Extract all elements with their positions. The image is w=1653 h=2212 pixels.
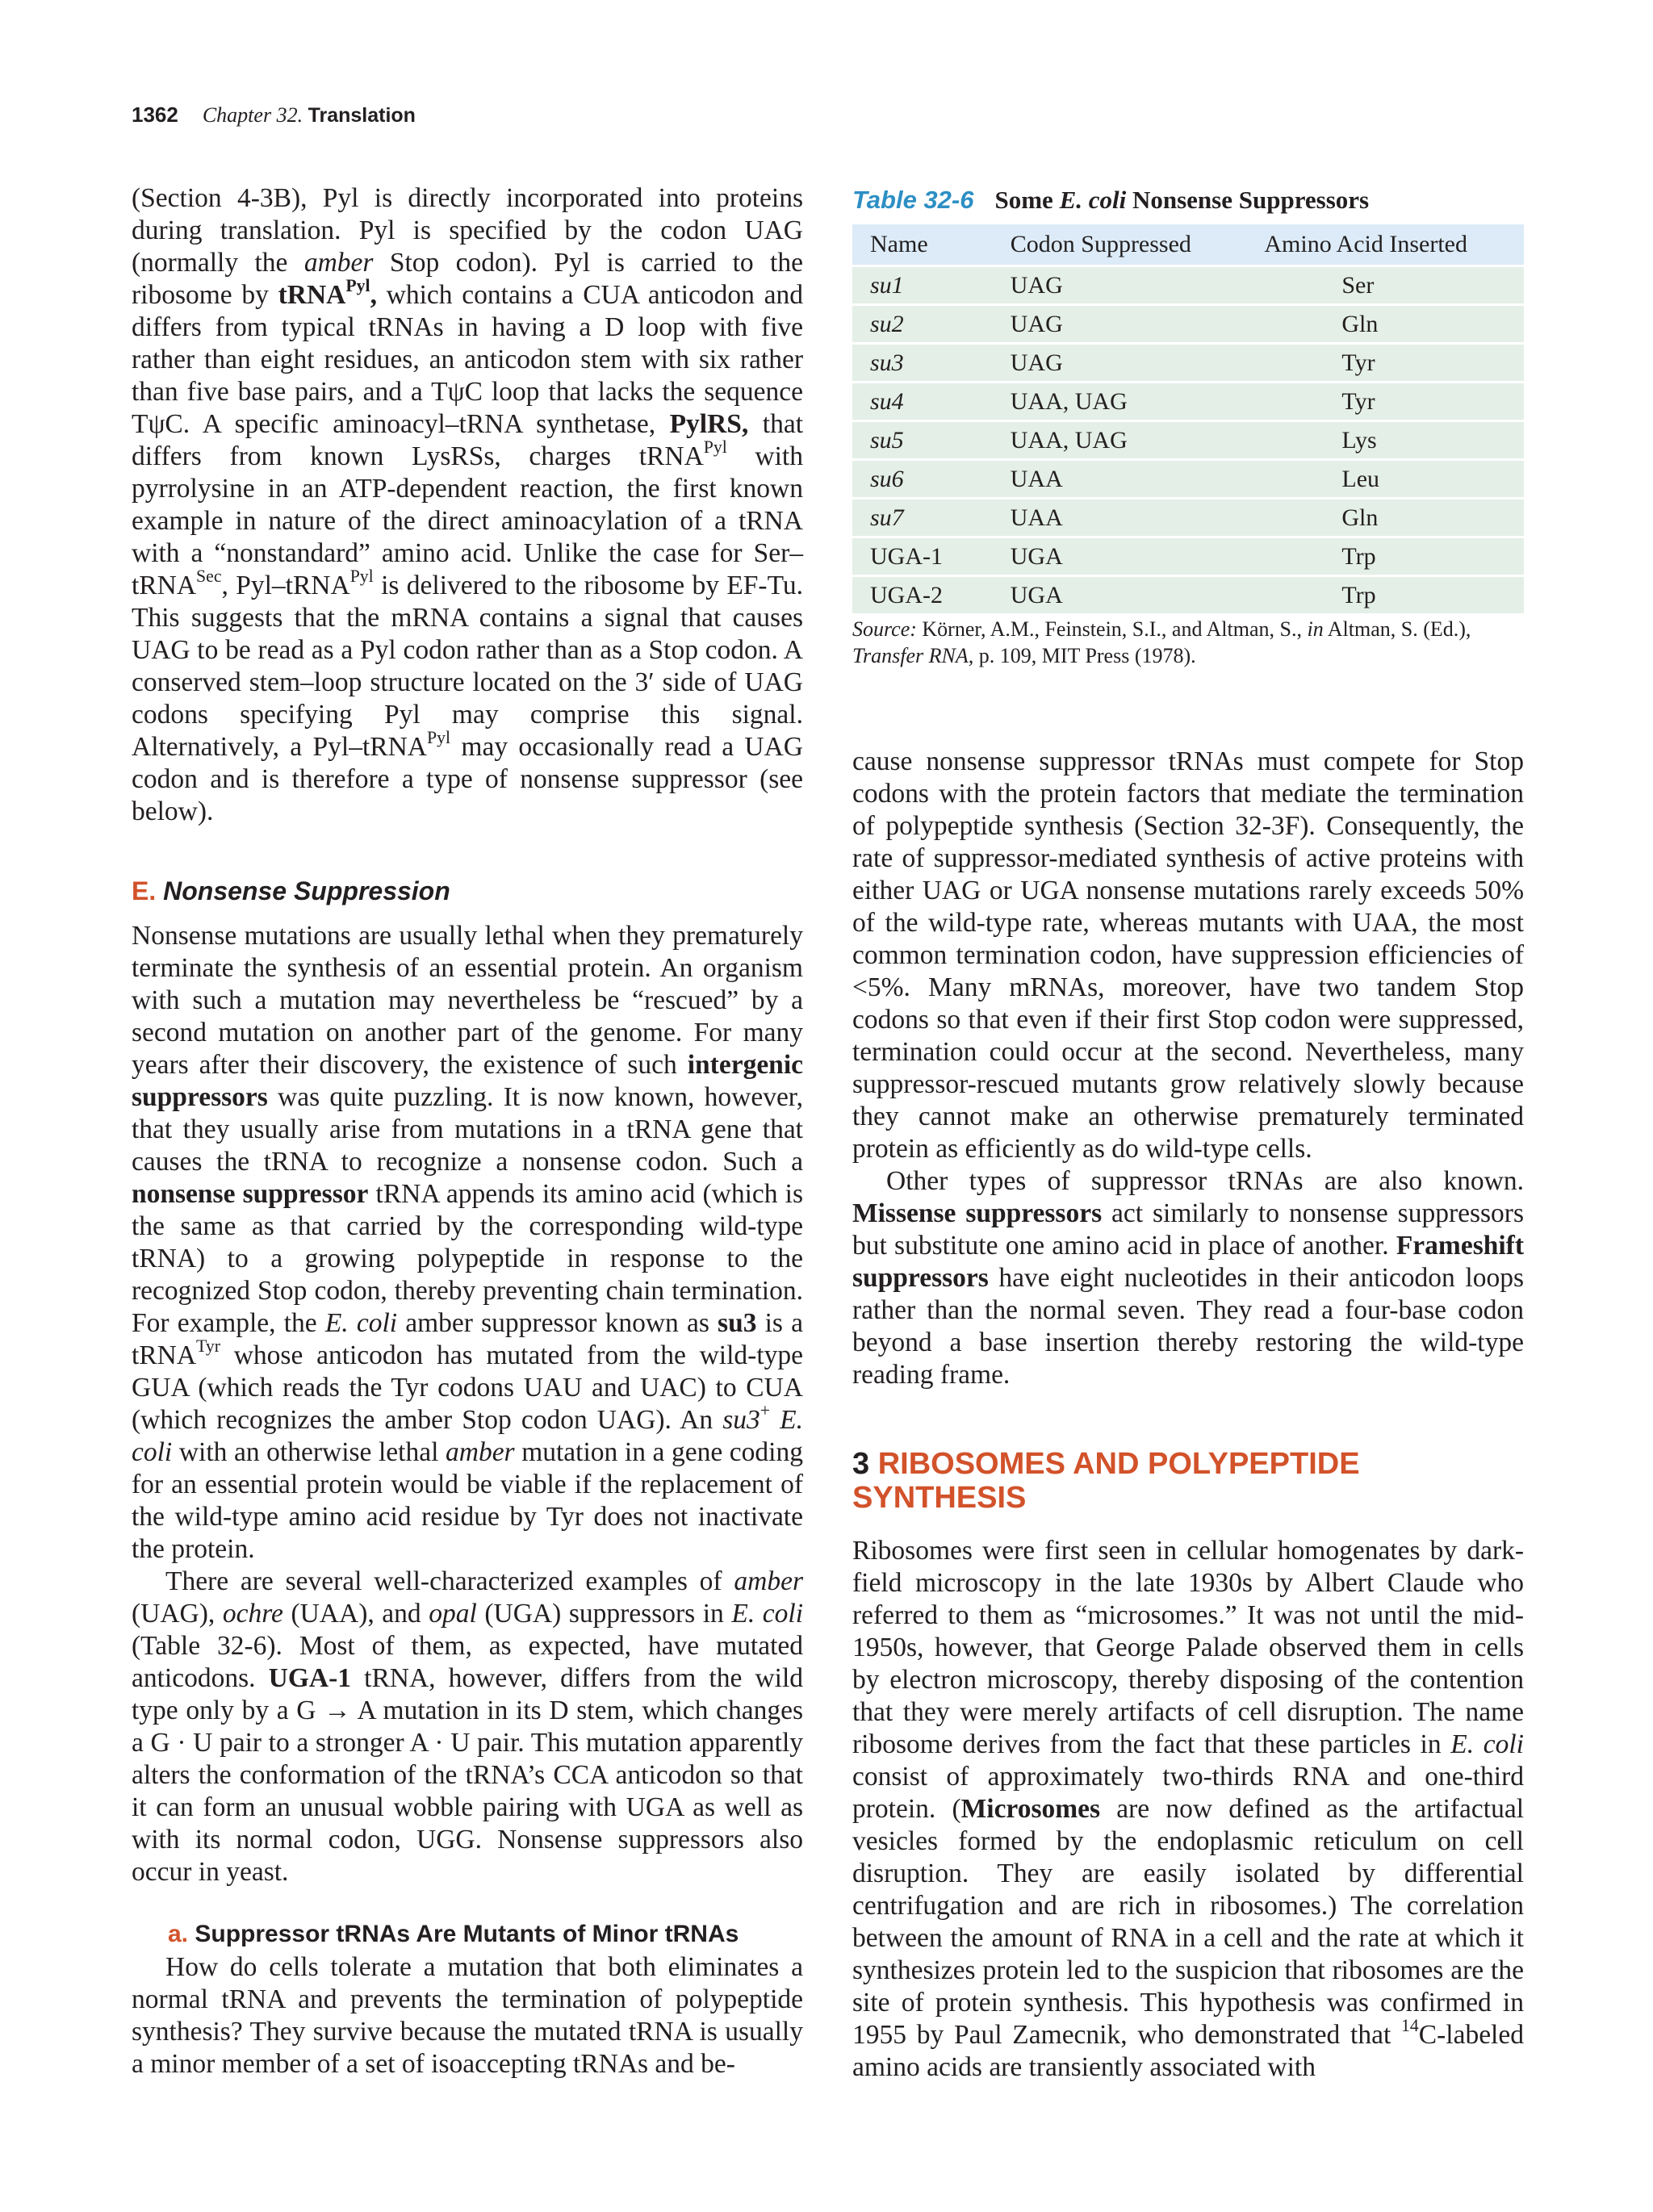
cell-amino-acid: Trp bbox=[1246, 537, 1524, 576]
column-header-codon: Codon Suppressed bbox=[978, 224, 1247, 266]
table-header-row bbox=[852, 224, 1524, 266]
running-header bbox=[132, 101, 416, 129]
section-heading-nonsense-suppression: E. Nonsense Suppression bbox=[132, 876, 450, 905]
cell-amino-acid: Lys bbox=[1246, 421, 1524, 460]
table-row bbox=[852, 344, 1524, 383]
cell-name: su6 bbox=[852, 460, 978, 499]
suppressor-table bbox=[852, 224, 1524, 613]
cell-amino-acid: Ser bbox=[1246, 266, 1524, 305]
cell-codon: UAG bbox=[978, 305, 1247, 344]
table-row bbox=[852, 499, 1524, 537]
table-row bbox=[852, 305, 1524, 344]
table-row bbox=[852, 460, 1524, 499]
column-header-amino-acid: Amino Acid Inserted bbox=[1246, 224, 1524, 266]
table-row bbox=[852, 383, 1524, 421]
cell-codon: UAA bbox=[978, 460, 1247, 499]
table-caption: Table 32-6 Some E. coli Nonsense Suppressors bbox=[852, 186, 1370, 214]
chapter-title: Translation bbox=[308, 104, 416, 127]
cell-codon: UAA, UAG bbox=[978, 421, 1247, 460]
left-paragraph-examples: There are several well-characterized examples of amber (UAG), ochre (UAA), and opal (UGA) suppressors in E. coli (Table 32-6). Most of them, as expected, have mutated anticodons. UGA-1 tRNA, however, differs from the wild type only by a G → A mutation in its D stem, which changes a G · U pair to a stronger A · U pair. This mutation apparently alters the conformation of the tRNA’s CCA anticodon so that it can form an unusual wobble pairing with UGA as well as with its normal codon, UGG. Nonsense suppressors also occur in yeast. bbox=[132, 1566, 804, 1887]
cell-name: UGA-2 bbox=[852, 576, 978, 614]
cell-name: UGA-1 bbox=[852, 537, 978, 576]
cell-name: su4 bbox=[852, 383, 978, 421]
cell-name: su7 bbox=[852, 499, 978, 537]
left-paragraph-nonsense: Nonsense mutations are usually lethal when they prematurely terminate the synthesis of an essential protein. An organism with such a mutation may nevertheless be “rescued” by a second mutation on another part of the genome. For many years after their discovery, the existence of such intergenic suppressors was quite puzzling. It is now known, however, that they usually arise from mutations in a tRNA gene that causes the tRNA to recognize a nonsense codon. Such a nonsense suppressor tRNA appends its amino acid (which is the same as that carried by the corresponding wild-type tRNA) to a growing polypeptide in response to the recognized Stop codon, thereby preventing chain termination. For example, the E. coli amber suppressor known as su3 is a tRNA$^{Tyr}$ whose anticodon has mutated from the wild-type GUA (which reads the Tyr codons UAU and UAC) to CUA (which recognizes the amber Stop codon UAG). An su3+ E. coli with an otherwise lethal amber mutation in a gene coding for an essential protein would be viable if the replacement of the wild-type amino acid residue by Tyr does not inactivate the protein. bbox=[132, 921, 804, 1564]
left-paragraph-tolerate: How do cells tolerate a mutation that both eliminates a normal tRNA and prevents the termination of polypeptide synthesis? They survive because the mutated tRNA is usually a minor member of a set of isoaccepting tRNAs and be- bbox=[132, 1952, 803, 2079]
cell-amino-acid: Tyr bbox=[1246, 344, 1524, 383]
right-paragraph-ribosomes: Ribosomes were first seen in cellular homogenates by dark-field microscopy in the late 1930s by Albert Claude who referred to them as “microsomes.” It was not until the mid-1950s, however, that George Palade observed them in cells by electron microscopy, thereby disposing of the contention that they were merely artifacts of cell disruption. The name ribosome derives from the fact that these particles in E. coli consist of approximately two-thirds RNA and one-third protein. (Microsomes are now defined as the artifactual vesicles formed by the endoplasmic reticulum on cell disruption. They are easily isolated by differential centrifugation and are rich in ribosomes.) The correlation between the amount of RNA in a cell and the rate at which it synthesizes protein led to the suspicion that ribosomes are the site of protein synthesis. This hypothesis was confirmed in 1955 by Paul Zamecnik, who demonstrated that $^{14}$C-labeled amino acids are transiently associated with bbox=[852, 1536, 1524, 2082]
cell-codon: UAA, UAG bbox=[978, 383, 1247, 421]
cell-codon: UGA bbox=[978, 576, 1247, 614]
cell-amino-acid: Gln bbox=[1246, 305, 1524, 344]
table-source-note: Source: Körner, A.M., Feinstein, S.I., and Altman, S., in Altman, S. (Ed.), Transfer RNA, p. 109, MIT Press (1978). bbox=[852, 617, 1471, 667]
cell-amino-acid: Gln bbox=[1246, 499, 1524, 537]
cell-codon: UAA bbox=[978, 499, 1247, 537]
column-header-name: Name bbox=[852, 224, 978, 266]
left-paragraph-pyl: (Section 4-3B), Pyl is directly incorporated into proteins during translation. Pyl is specified by the codon UAG (normally the amber Stop codon). Pyl is carried to the ribosome by tRNA$^{Pyl}$, which contains a CUA anticodon and differs from typical tRNAs in having a D loop with five rather than eight residues, an anticodon stem with six rather than five base pairs, and a TψC loop that lacks the sequence TψC. A specific aminoacyl–tRNA synthetase, PylRS, that differs from known LysRSs, charges tRNA$^{Pyl}$ with pyrrolysine in an ATP-dependent reaction, the first known example in nature of the direct aminoacylation of a tRNA with a “nonstandard” amino acid. Unlike the case for Ser–tRNA$^{Sec}$, Pyl–tRNA$^{Pyl}$ is delivered to the ribosome by EF-Tu. This suggests that the mRNA contains a signal that causes UAG to be read as a Pyl codon rather than as a Stop codon. A conserved stem–loop structure located on the 3′ side of UAG codons specifying Pyl may comprise this signal. Alternatively, a Pyl–tRNA$^{Pyl}$ may occasionally read a UAG codon and is therefore a type of nonsense suppressor (see below). bbox=[132, 183, 804, 826]
cell-name: su2 bbox=[852, 305, 978, 344]
subsection-heading-minor-trnas: a. Suppressor tRNAs Are Mutants of Minor tRNAs bbox=[168, 1921, 739, 1947]
right-paragraph-competition: cause nonsense suppressor tRNAs must compete for Stop codons with the protein factors that mediate the termination of polypeptide synthesis (Section 32-3F). Consequently, the rate of suppressor-mediated synthesis of active proteins with either UAG or UGA nonsense mutations rarely exceeds 50% of the wild-type rate, whereas mutants with UAA, the most common termination codon, have suppression efficiencies of <5%. Many mRNAs, moreover, have two tandem Stop codons so that even if their first Stop codon were suppressed, termination could occur at the second. Nevertheless, many suppressor-rescued mutants grow relatively slowly because they cannot make an otherwise prematurely terminated protein as efficiently as do wild-type cells. bbox=[852, 746, 1524, 1164]
cell-name: su5 bbox=[852, 421, 978, 460]
page-number: 1362 bbox=[132, 102, 178, 127]
table-row bbox=[852, 537, 1524, 576]
chapter-label: Chapter 32. bbox=[202, 103, 303, 127]
table-row bbox=[852, 421, 1524, 460]
cell-codon: UAG bbox=[978, 266, 1247, 305]
cell-amino-acid: Trp bbox=[1246, 576, 1524, 614]
cell-codon: UAG bbox=[978, 344, 1247, 383]
section-heading-ribosomes: 3 RIBOSOMES AND POLYPEPTIDE SYNTHESIS bbox=[852, 1447, 1360, 1515]
cell-codon: UGA bbox=[978, 537, 1247, 576]
cell-name: su1 bbox=[852, 266, 978, 305]
right-paragraph-other-suppressors: Other types of suppressor tRNAs are also known. Missense suppressors act similarly to nonsense suppressors but substitute one amino acid in place of another. Frameshift suppressors have eight nucleotides in their anticodon loops rather than the normal seven. They read a four-base codon beyond a base insertion thereby restoring the wild-type reading frame. bbox=[852, 1166, 1524, 1390]
table-row bbox=[852, 266, 1524, 305]
cell-amino-acid: Tyr bbox=[1246, 383, 1524, 421]
cell-name: su3 bbox=[852, 344, 978, 383]
cell-amino-acid: Leu bbox=[1246, 460, 1524, 499]
table-row bbox=[852, 576, 1524, 614]
